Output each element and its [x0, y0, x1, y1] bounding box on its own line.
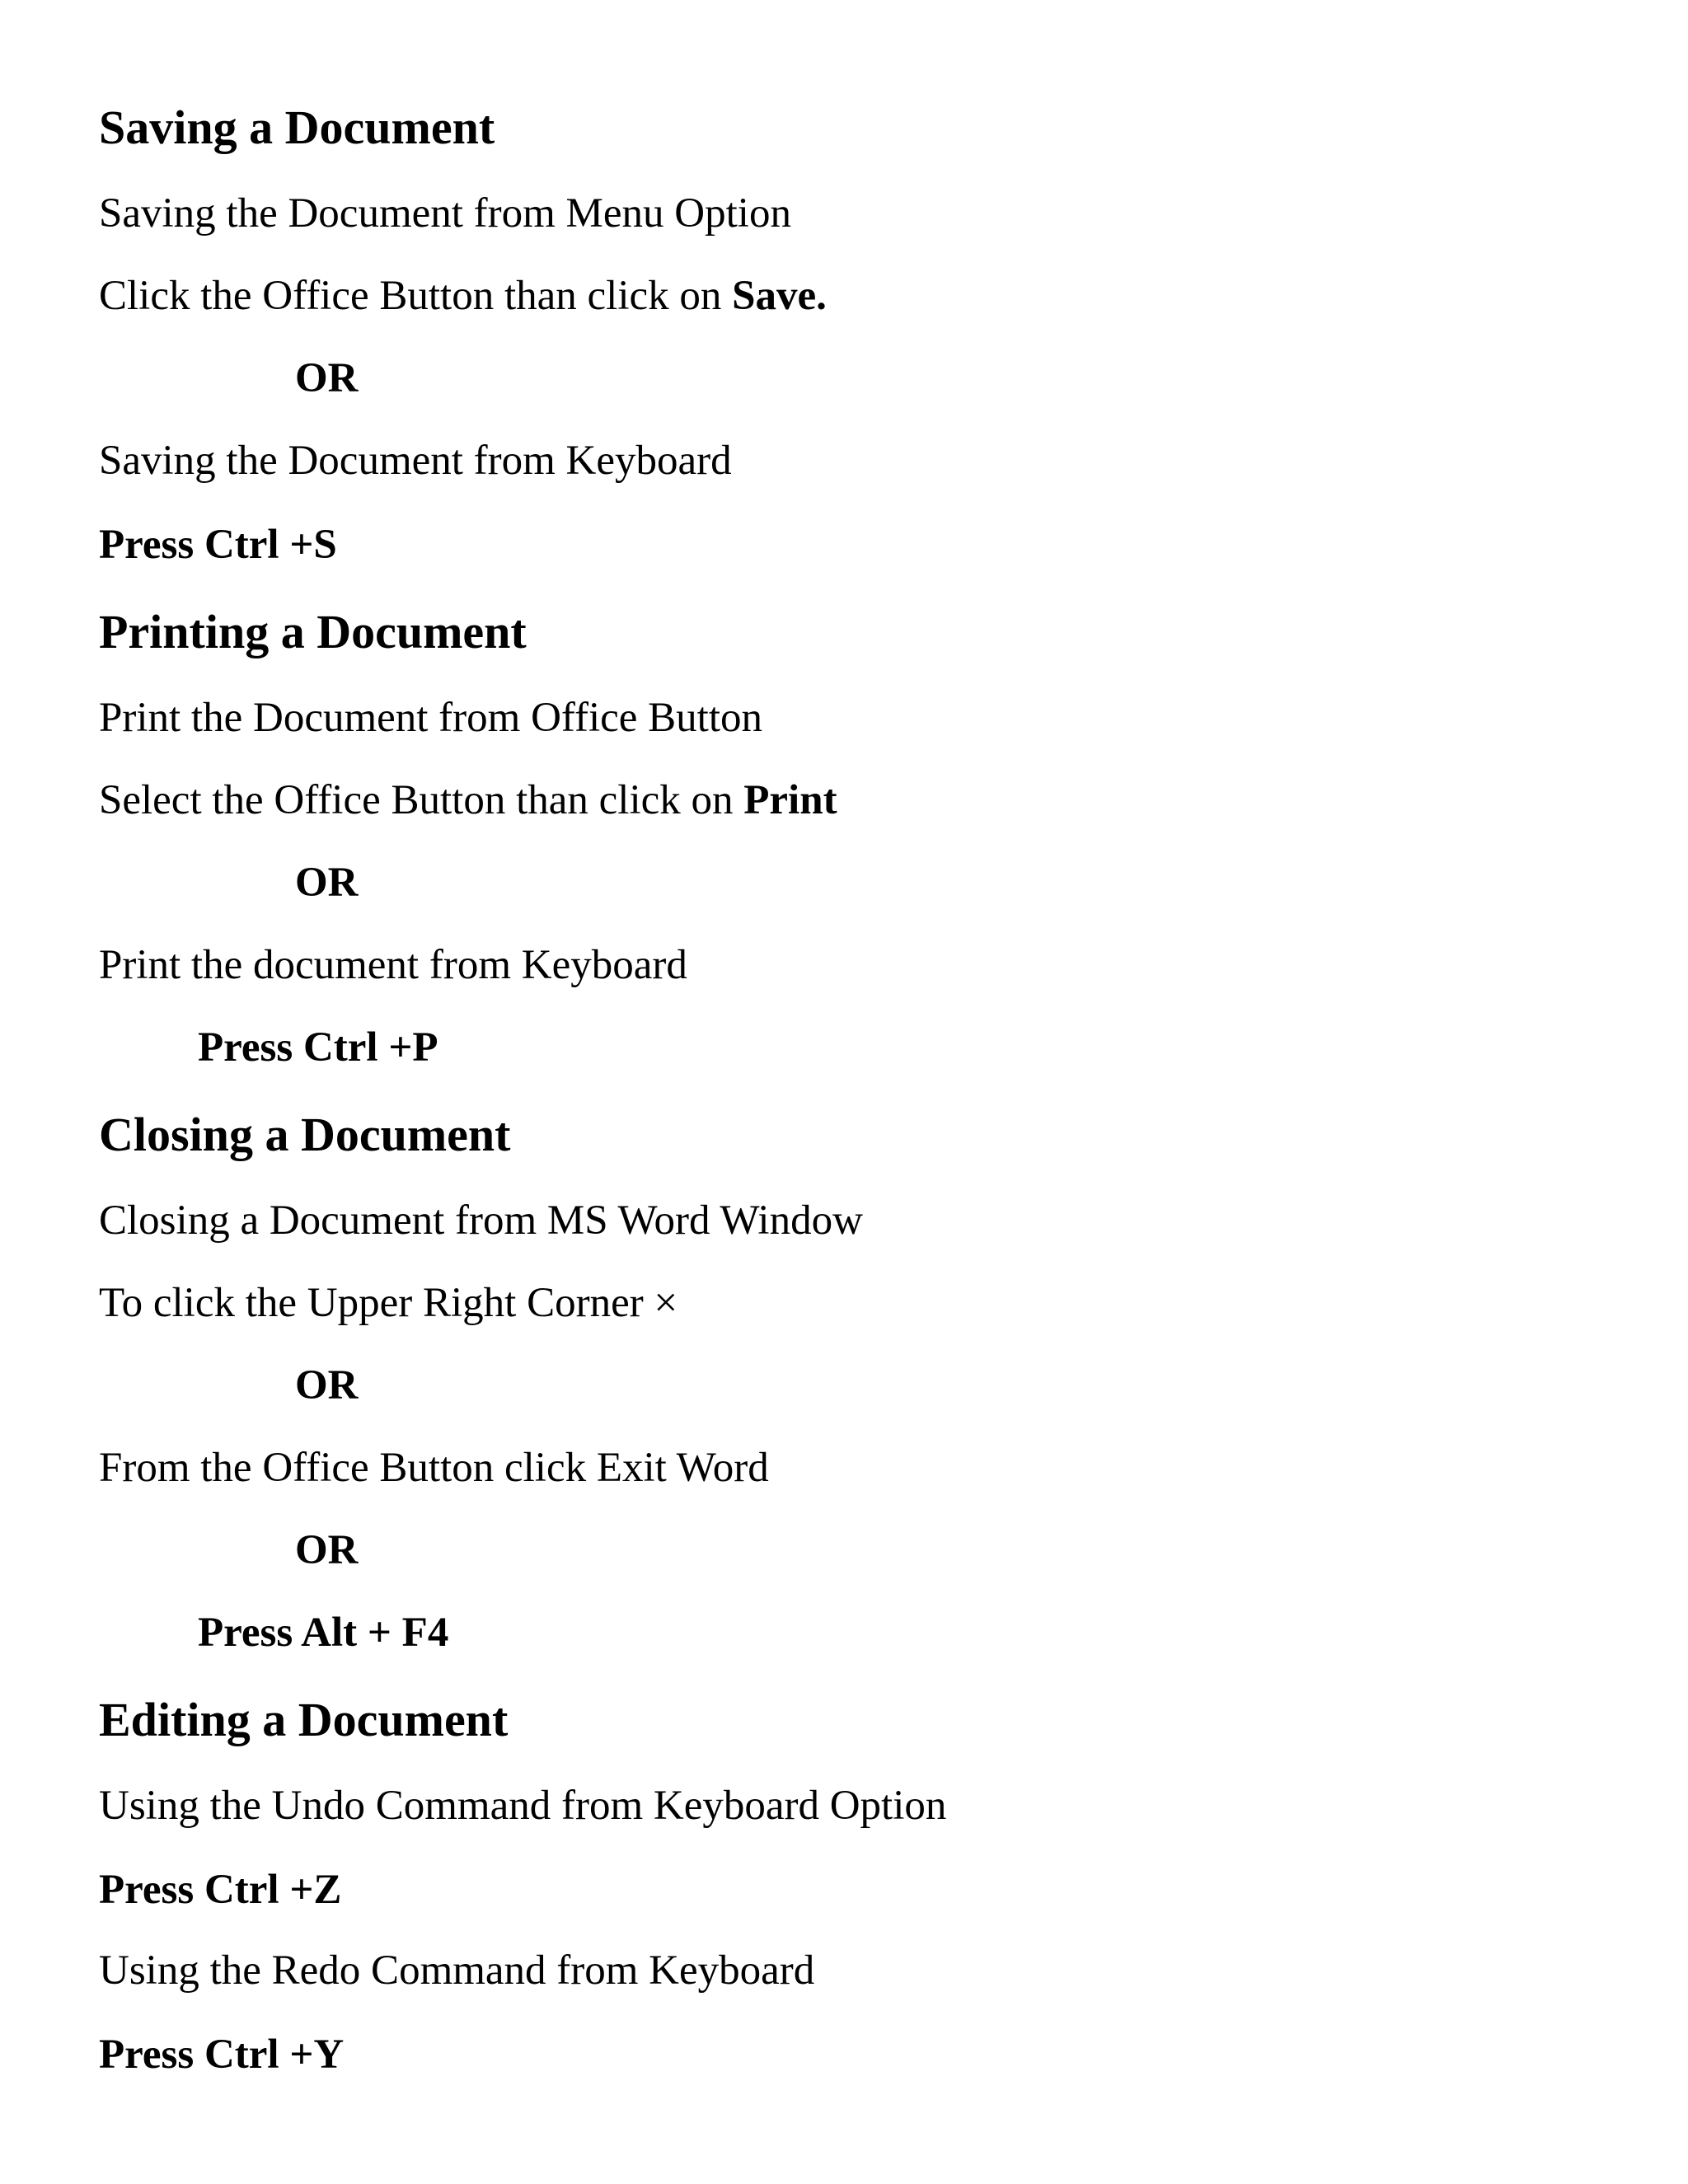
editing-heading: Editing a Document [99, 1693, 509, 1746]
saving-menu-step-text: Click the Office Button than click on [99, 273, 733, 319]
closing-or-label-2: OR [295, 1527, 359, 1573]
printing-menu-step [99, 777, 837, 823]
saving-menu-step-command: Save. [732, 273, 827, 319]
editing-undo-intro: Using the Undo Command from Keyboard Option [99, 1783, 947, 1829]
printing-menu-step-command: Print [743, 777, 837, 823]
editing-redo-shortcut: Press Ctrl +Y [99, 2032, 345, 2078]
closing-corner-step: To click the Upper Right Corner × [99, 1280, 678, 1326]
closing-heading: Closing a Document [99, 1108, 511, 1161]
editing-undo-shortcut: Press Ctrl +Z [99, 1867, 342, 1913]
printing-heading: Printing a Document [99, 605, 527, 658]
saving-keyboard-intro: Saving the Document from Keyboard [99, 438, 732, 484]
printing-or-label: OR [295, 860, 359, 906]
closing-or-label-1: OR [295, 1362, 359, 1408]
printing-menu-step-text: Select the Office Button than click on [99, 777, 744, 823]
printing-menu-intro: Print the Document from Office Button [99, 695, 762, 741]
closing-keyboard-shortcut: Press Alt + F4 [198, 1610, 449, 1656]
closing-window-intro: Closing a Document from MS Word Window [99, 1197, 863, 1244]
saving-heading: Saving a Document [99, 101, 495, 154]
saving-keyboard-shortcut: Press Ctrl +S [99, 522, 337, 568]
saving-or-label: OR [295, 355, 359, 401]
printing-keyboard-intro: Print the document from Keyboard [99, 942, 687, 988]
closing-office-step: From the Office Button click Exit Word [99, 1445, 769, 1491]
saving-menu-step [99, 275, 827, 317]
saving-menu-intro: Saving the Document from Menu Option [99, 190, 791, 237]
editing-redo-intro: Using the Redo Command from Keyboard [99, 1947, 815, 1994]
printing-keyboard-shortcut: Press Ctrl +P [198, 1024, 438, 1071]
